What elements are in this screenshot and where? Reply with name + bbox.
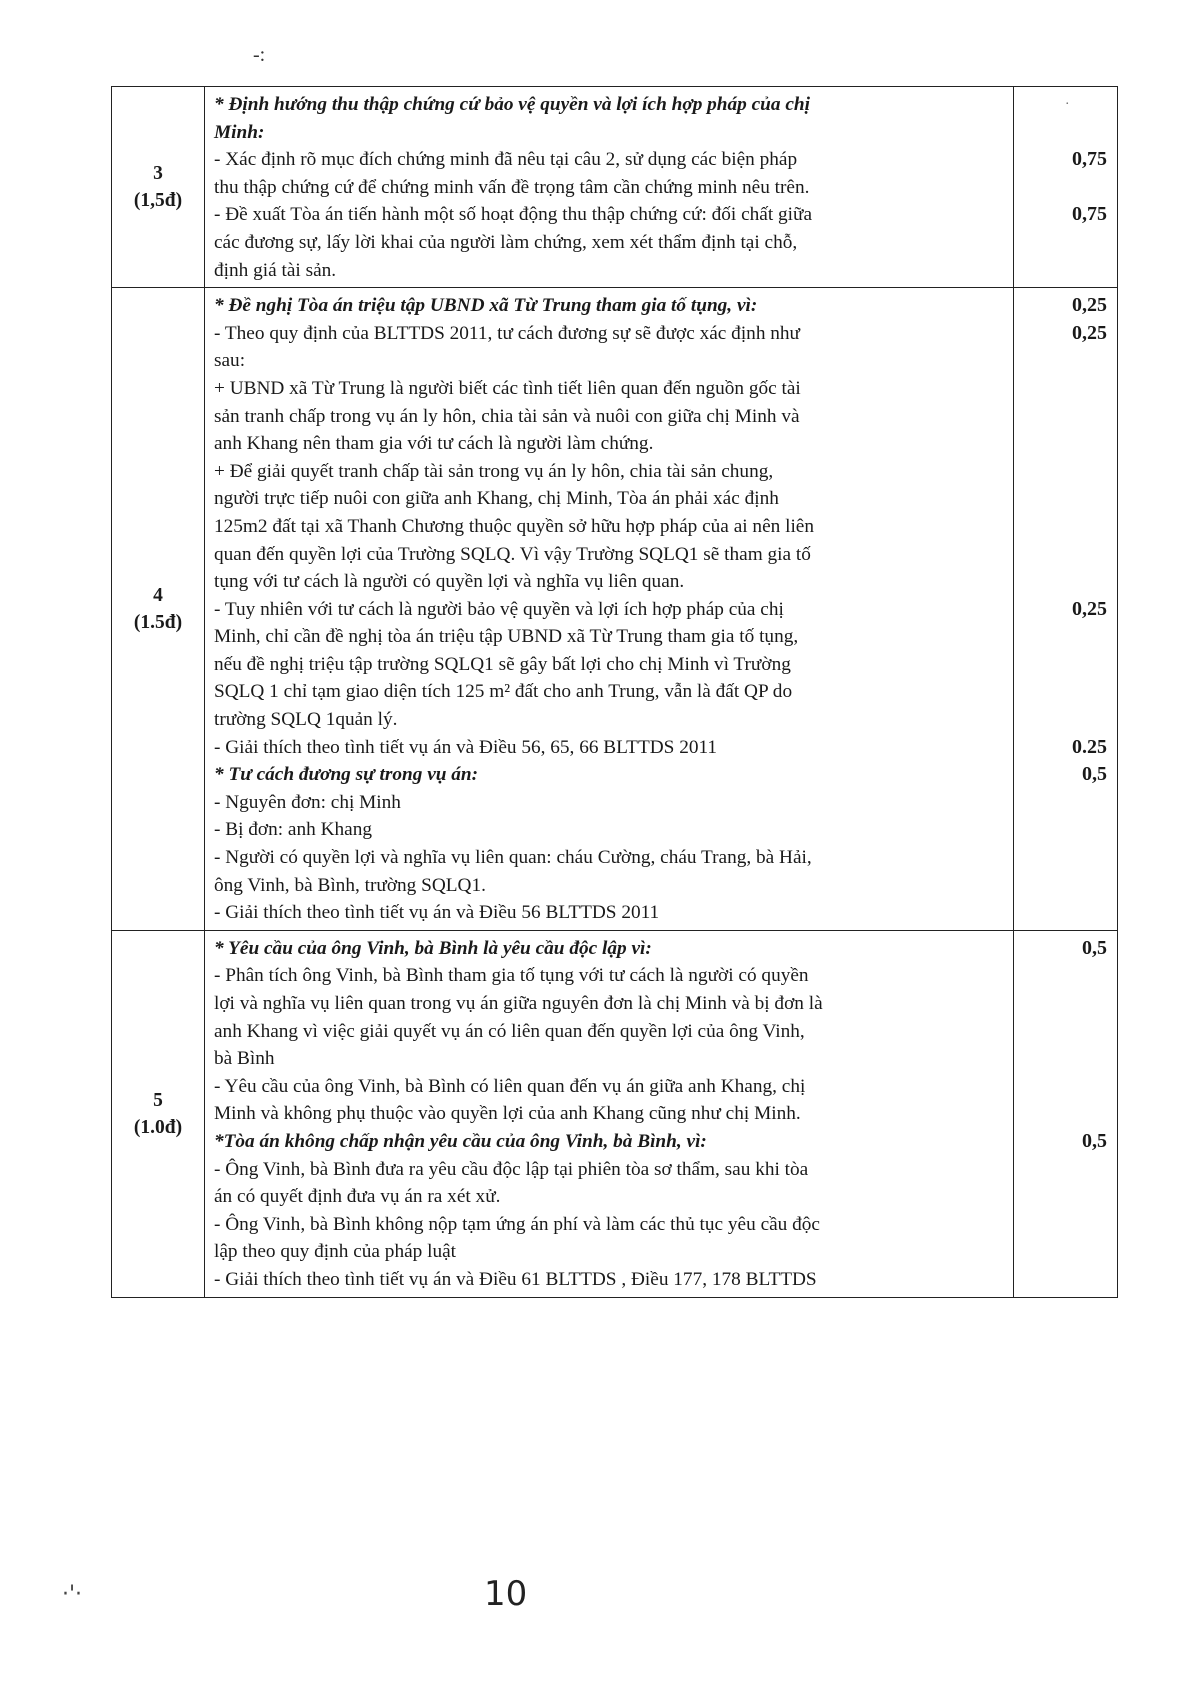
answer-line: SQLQ 1 chỉ tạm giao diện tích 125 m² đất cho anh Trung, vẫn là đất QP do [214,681,793,703]
answer-line: trường SQLQ 1quản lý. [214,709,398,731]
answer-line: anh Khang nên tham gia với tư cách là người làm chứng. [214,433,654,455]
answer-line: sản tranh chấp trong vụ án ly hôn, chia tài sản và nuôi con giữa chị Minh và [214,405,800,427]
question-number: 3 [153,163,163,185]
answer-line: thu thập chứng cứ để chứng minh vấn đề trọng tâm cần chứng minh nêu trên. [214,176,810,198]
answer-line: lợi và nghĩa vụ liên quan trong vụ án giữa nguyên đơn là chị Minh và bị đơn là [214,993,823,1014]
answer-line: + UBND xã Từ Trung là người biết các tình tiết liên quan đến nguồn gốc tài [214,377,801,399]
answer-line: + Để giải quyết tranh chấp tài sản trong vụ án ly hôn, chia tài sản chung, [214,460,774,482]
answer-heading: * Tư cách đương sự trong vụ án: [214,764,479,786]
point-value: 0,25 [1072,294,1107,317]
point-value: 0,25 [1072,597,1107,620]
answer-line: Minh, chỉ cần đề nghị tòa án triệu tập UBND xã Từ Trung tham gia tố tụng, [214,626,799,648]
answer-line: - Giải thích theo tình tiết vụ án và Điều 56, 65, 66 BLTTDS 2011 [214,736,718,758]
question-max-score: (1.5đ) [133,611,183,633]
answer-heading: * Định hướng thu thập chứng cứ bảo vệ quyền và lợi ích hợp pháp của chị [214,94,811,115]
question-cell [112,87,205,288]
question-max-score: (1,5đ) [133,190,183,212]
answer-line: sau: [214,350,246,372]
point-value: 0,5 [1082,763,1107,786]
answer-line: - Nguyên đơn: chị Minh [214,791,401,813]
answer-line: - Theo quy định của BLTTDS 2011, tư cách đương sự sẽ được xác định như [214,322,801,344]
points-cell [1014,288,1118,931]
answer-heading: Minh: [214,121,265,143]
corner-scribble: ·'· [62,1582,83,1607]
question-number: 5 [153,1089,163,1111]
answer-line: - Giải thích theo tình tiết vụ án và Điều 56 BLTTDS 2011 [214,902,660,924]
question-max-score: (1.0đ) [133,1116,183,1138]
answer-content [205,87,1014,288]
answer-line: - Ông Vinh, bà Bình không nộp tạm ứng án phí và làm các thủ tục yêu cầu độc [214,1213,820,1235]
answer-line: - Tuy nhiên với tư cách là người bảo vệ quyền và lợi ích hợp pháp của chị [214,598,784,620]
answer-line: - Ông Vinh, bà Bình đưa ra yêu cầu độc lập tại phiên tòa sơ thẩm, sau khi tòa [214,1158,809,1180]
point-value: 0,75 [1072,203,1107,226]
answer-line: lập theo quy định của pháp luật [214,1241,457,1263]
answer-line: quan đến quyền lợi của Trường SQLQ. Vì vậy Trường SQLQ1 sẽ tham gia tố [214,543,811,565]
points-cell [1014,930,1118,1297]
answer-line: bà Bình [214,1048,275,1070]
answer-line: - Giải thích theo tình tiết vụ án và Điều 61 BLTTDS , Điều 177, 178 BLTTDS [214,1268,817,1290]
question-row [112,930,1118,1297]
grading-table [111,86,1118,1298]
answer-line: nếu đề nghị triệu tập trường SQLQ1 sẽ gây bất lợi cho chị Minh vì Trường [214,653,791,675]
point-value: 0.25 [1072,735,1107,758]
point-value: 0,5 [1082,1130,1107,1152]
answer-line: các đương sự, lấy lời khai của người làm chứng, xem xét thẩm định tại chỗ, [214,231,798,253]
point-value: 0,75 [1072,148,1107,171]
point-value: 0,5 [1082,936,1107,959]
point-value: 0,25 [1072,321,1107,344]
question-cell [112,288,205,931]
answer-line: - Người có quyền lợi và nghĩa vụ liên quan: cháu Cường, cháu Trang, bà Hải, [214,847,812,869]
answer-line: Minh và không phụ thuộc vào quyền lợi của anh Khang cũng như chị Minh. [214,1103,801,1125]
answer-line: người trực tiếp nuôi con giữa anh Khang, chị Minh, Tòa án phải xác định [214,488,779,510]
answer-line: - Bị đơn: anh Khang [214,819,372,841]
points-cell [1014,87,1118,288]
answer-line: ông Vinh, bà Bình, trường SQLQ1. [214,874,486,896]
answer-line: tụng với tư cách là người có quyền lợi và nghĩa vụ liên quan. [214,571,685,593]
answer-line: - Đề xuất Tòa án tiến hành một số hoạt động thu thập chứng cứ: đối chất giữa [214,204,813,226]
answer-content [205,930,1014,1297]
question-row [112,87,1118,288]
question-cell [112,930,205,1297]
answer-line: - Phân tích ông Vinh, bà Bình tham gia tố tụng với tư cách là người có quyền [214,965,809,987]
question-row [112,288,1118,931]
answer-line: án có quyết định đưa vụ án ra xét xử. [214,1186,501,1208]
answer-content [205,288,1014,931]
answer-line: 125m2 đất tại xã Thanh Chương thuộc quyền sở hữu hợp pháp của ai nên liên [214,515,814,537]
answer-line: - Yêu cầu của ông Vinh, bà Bình có liên quan đến vụ án giữa anh Khang, chị [214,1075,806,1097]
answer-heading: * Yêu cầu của ông Vinh, bà Bình là yêu cầu độc lập vì: [214,937,652,959]
answer-line: - Xác định rõ mục đích chứng minh đã nêu tại câu 2, sử dụng các biện pháp [214,149,798,171]
question-number: 4 [153,584,163,606]
page-number: 10 [484,1574,528,1614]
answer-heading: * Đề nghị Tòa án triệu tập UBND xã Từ Trung tham gia tố tụng, vì: [214,295,758,317]
answer-heading: *Tòa án không chấp nhận yêu cầu của ông Vinh, bà Bình, vì: [214,1130,707,1152]
stray-mark: -: [253,44,266,66]
point-value: . [1065,93,1069,108]
answer-line: anh Khang vì việc giải quyết vụ án có liên quan đến quyền lợi của ông Vinh, [214,1020,805,1042]
answer-line: định giá tài sản. [214,259,337,281]
